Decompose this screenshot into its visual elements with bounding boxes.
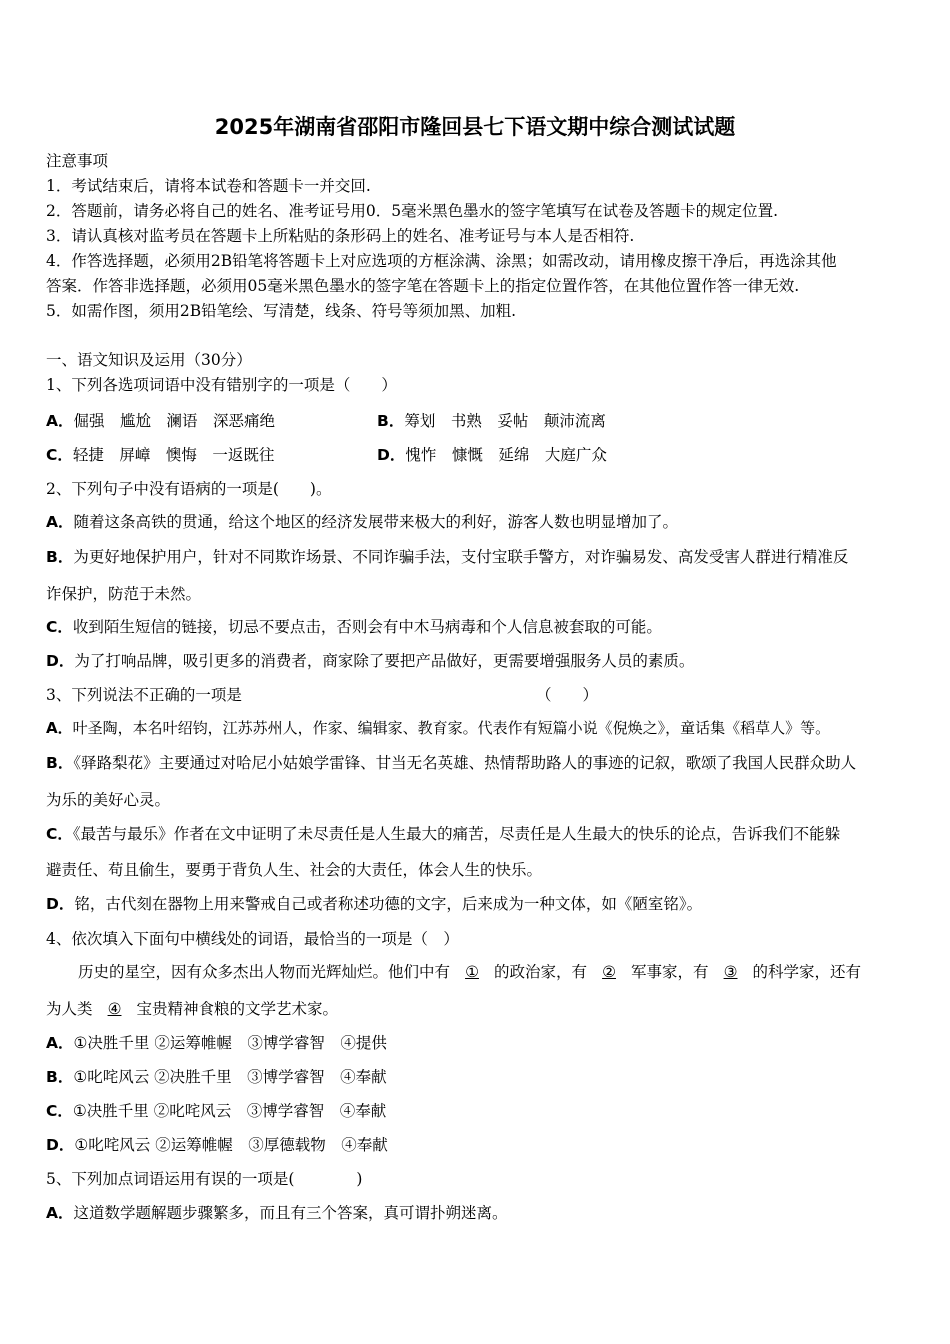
notice-item: 5．如需作图，须用2B铅笔绘、写清楚，线条、符号等须加黑、加粗. <box>46 302 517 320</box>
question-4-stem: 4、依次填入下面句中横线处的词语，最恰当的一项是（ ） <box>46 930 459 948</box>
option-text: 这道数学题解题步骤繁多，而且有三个答案，真可谓扑朔迷离。 <box>73 1204 508 1222</box>
blank-3: ③ <box>723 963 738 981</box>
option-text: 收到陌生短信的链接，切忌不要点击，否则会有中木马病毒和个人信息被套取的可能。 <box>72 618 662 636</box>
option-label: B． <box>377 412 405 430</box>
blank-1: ① <box>465 963 479 981</box>
passage-text: 为人类 <box>46 1000 93 1018</box>
option-text: 《最苦与最乐》作者在文中证明了未尽责任是人生最大的痛苦，尽责任是人生最大的快乐的论点，告诉我们不能躲 <box>72 825 841 843</box>
q3-option-d <box>46 894 702 914</box>
blank-4: ④ <box>107 1000 122 1018</box>
passage-text: 军事家，有 <box>631 963 709 981</box>
q4-passage-line-1 <box>78 962 861 982</box>
q2-option-c <box>46 617 662 637</box>
option-label: D． <box>46 895 75 913</box>
option-label: D． <box>46 652 75 670</box>
option-text: ①决胜千里 ②叱咤风云 ③博学睿智 ④奉献 <box>72 1102 387 1120</box>
option-label: B． <box>46 1068 74 1086</box>
option-label: A． <box>46 513 74 531</box>
option-text: 筹划 书熟 妥帖 颠沛流离 <box>404 412 606 430</box>
section-heading: 一、语文知识及运用（30分） <box>46 351 252 369</box>
notice-item: 1．考试结束后，请将本试卷和答题卡一并交回. <box>46 177 371 195</box>
option-label: C． <box>46 446 73 464</box>
q1-option-b <box>377 411 606 431</box>
q3-option-a <box>46 718 830 738</box>
option-label: A． <box>46 412 74 430</box>
q3-option-c <box>46 824 840 844</box>
option-label: C． <box>46 825 73 843</box>
q5-option-a <box>46 1203 508 1223</box>
q4-option-d <box>46 1135 388 1155</box>
q2-option-a <box>46 512 678 532</box>
option-label: B． <box>46 754 74 772</box>
option-label: D． <box>377 446 406 464</box>
passage-text: 宝贵精神食粮的文学艺术家。 <box>136 1000 339 1018</box>
option-text: 轻捷 屏嶂 懊悔 一返既往 <box>72 446 275 464</box>
question-1-stem: 1、下列各选项词语中没有错别字的一项是（ ） <box>46 376 397 394</box>
notice-heading: 注意事项 <box>46 152 109 170</box>
q3-option-c-continued: 避责任、苟且偷生，要勇于背负人生、社会的大责任，体会人生的快乐。 <box>46 861 543 879</box>
option-text: 随着这条高铁的贯通，给这个地区的经济发展带来极大的利好，游客人数也明显增加了。 <box>73 513 679 531</box>
passage-text: 的科学家，还有 <box>752 963 862 981</box>
option-label: A． <box>46 1204 74 1222</box>
blank-2: ② <box>602 963 616 981</box>
question-2-stem: 2、下列句子中没有语病的一项是( )。 <box>46 480 332 498</box>
option-text: 为更好地保护用户，针对不同欺诈场景、不同诈骗手法，支付宝联手警方，对诈骗易发、高发受害人群进行精准反 <box>73 548 849 566</box>
option-text: ①叱咤风云 ②决胜千里 ③博学睿智 ④奉献 <box>73 1068 387 1086</box>
notice-item: 2．答题前，请务必将自己的姓名、准考证号用0．5毫米黑色墨水的签字笔填写在试卷及答题卡的规定位置. <box>46 202 779 220</box>
q4-option-b <box>46 1067 387 1087</box>
q4-option-a <box>46 1033 387 1053</box>
q2-option-d <box>46 651 694 671</box>
notice-item: 4．作答选择题，必须用2B铅笔将答题卡上对应选项的方框涂满、涂黑；如需改动，请用橡皮擦干净后，再选涂其他 <box>46 252 837 270</box>
option-text: ①决胜千里 ②运筹帷幄 ③博学睿智 ④提供 <box>73 1034 387 1052</box>
q2-option-b-continued: 诈保护，防范于未然。 <box>46 585 202 603</box>
notice-item: 3．请认真核对监考员在答题卡上所粘贴的条形码上的姓名、准考证号与本人是否相符. <box>46 227 635 245</box>
q1-option-a <box>46 411 275 431</box>
q4-option-c <box>46 1101 386 1121</box>
option-text: 为了打响品牌，吸引更多的消费者，商家除了要把产品做好，更需要增强服务人员的素质。 <box>74 652 695 670</box>
option-label: C． <box>46 618 73 636</box>
option-text: 叶圣陶，本名叶绍钧，江苏苏州人，作家、编辑家、教育家。代表作有短篇小说《倪焕之》，童话集《稻草人》等。 <box>72 719 831 737</box>
option-text: 铭，古代刻在器物上用来警戒自己或者称述功德的文字，后来成为一种文体，如《陋室铭》。 <box>74 895 703 913</box>
q2-option-b <box>46 547 848 567</box>
option-text: 《驿路梨花》主要通过对哈尼小姑娘学雷锋、甘当无名英雄、热情帮助路人的事迹的记叙，歌颂了我国人民群众助人 <box>73 754 857 772</box>
option-text: 倔强 尴尬 澜语 深恶痛绝 <box>73 412 276 430</box>
q4-passage-line-2 <box>46 999 338 1019</box>
question-3-answer-paren: （ ） <box>536 686 599 704</box>
passage-text: 历史的星空，因有众多杰出人物而光辉灿烂。他们中有 <box>78 963 451 981</box>
question-5-stem: 5、下列加点词语运用有误的一项是( ) <box>46 1170 363 1188</box>
option-text: ①叱咤风云 ②运筹帷幄 ③厚德载物 ④奉献 <box>74 1136 388 1154</box>
q1-option-c <box>46 445 274 465</box>
passage-text: 的政治家，有 <box>494 963 588 981</box>
page-title: 2025年湖南省邵阳市隆回县七下语文期中综合测试试题 <box>214 115 736 139</box>
notice-item: 答案．作答非选择题，必须用05毫米黑色墨水的签字笔在答题卡上的指定位置作答，在其他位置作答一律无效. <box>46 277 800 295</box>
option-label: B． <box>46 548 74 566</box>
option-label: D． <box>46 1136 75 1154</box>
option-label: A． <box>46 719 73 737</box>
q3-option-b-continued: 为乐的美好心灵。 <box>46 791 171 809</box>
q1-option-d <box>377 445 607 465</box>
q3-option-b <box>46 753 856 773</box>
option-label: C． <box>46 1102 73 1120</box>
question-3-stem: 3、下列说法不正确的一项是 <box>46 686 242 704</box>
option-label: A． <box>46 1034 74 1052</box>
option-text: 愧怍 慷慨 延绵 大庭广众 <box>405 446 607 464</box>
